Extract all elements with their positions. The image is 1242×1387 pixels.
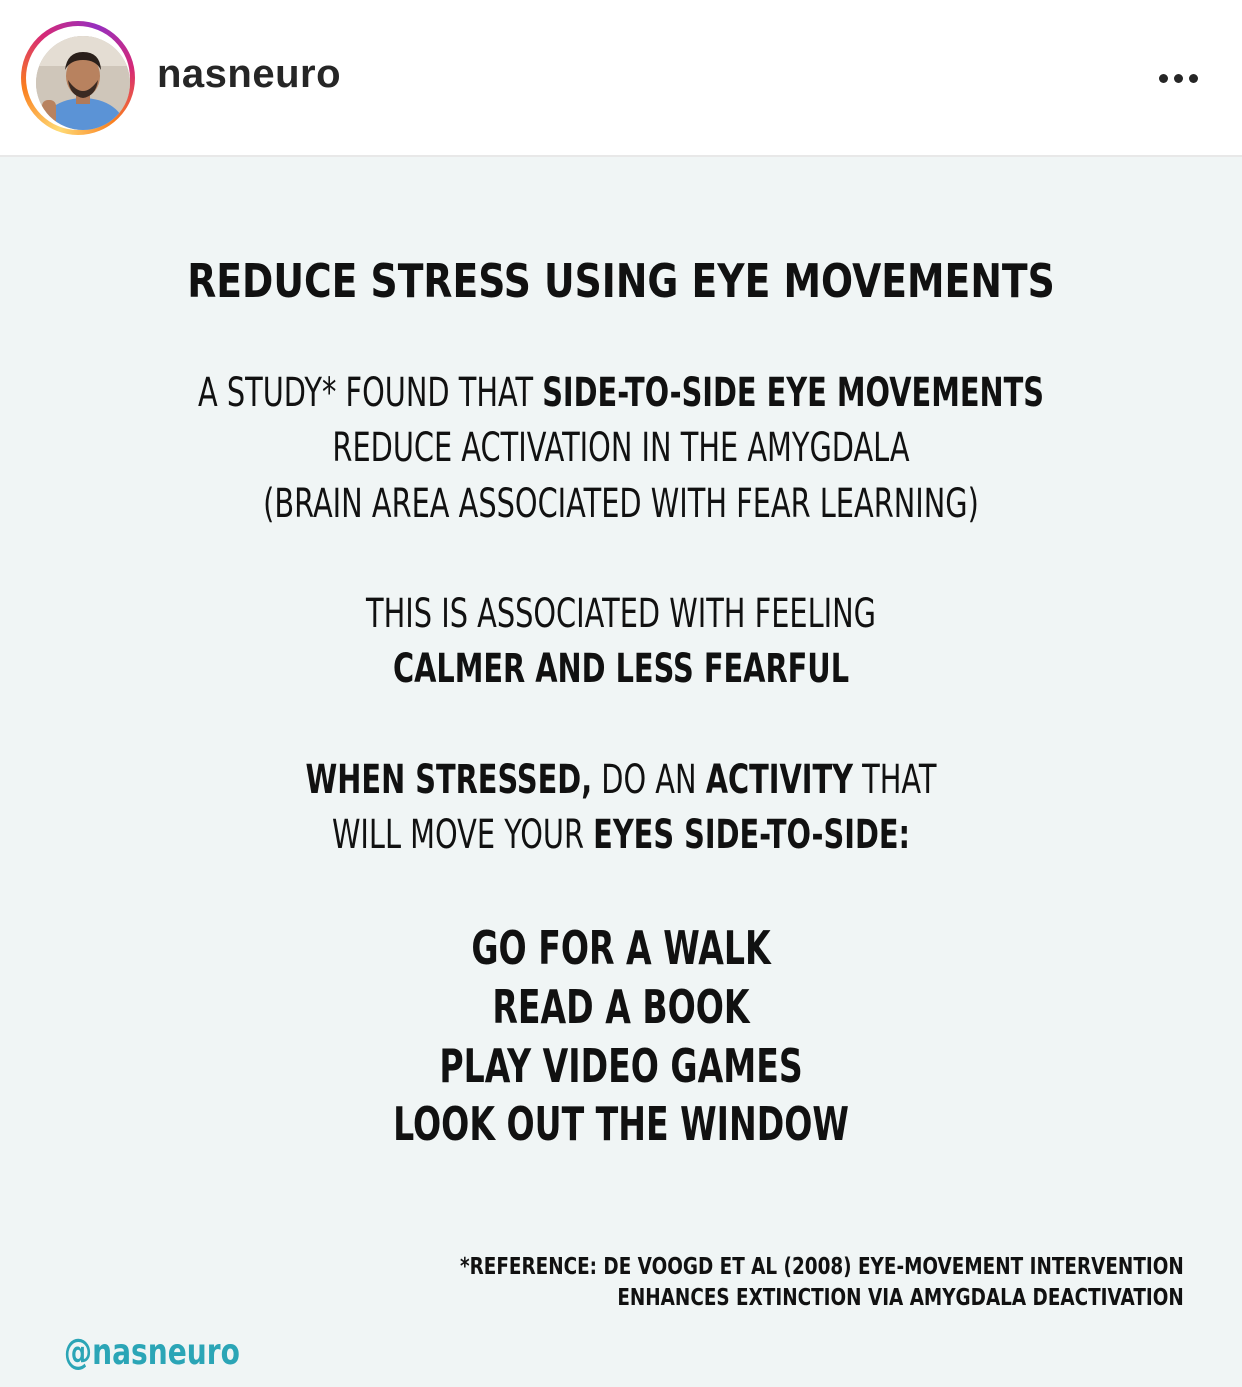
advice-line-2: WILL MOVE YOUR EYES SIDE-TO-SIDE:: [331, 812, 911, 858]
activity-item: LOOK OUT THE WINDOW: [393, 1097, 849, 1151]
study-line-2: REDUCE ACTIVATION IN THE AMYGDALA: [332, 425, 910, 471]
post-image[interactable]: [0, 157, 1242, 1387]
reference-note: *REFERENCE: DE VOOGD ET AL (2008) EYE-MOVEMENT INTERVENTION ENHANCES EXTINCTION VIA AMYGDALA DEACTIVATION: [460, 1254, 1184, 1311]
activity-item: PLAY VIDEO GAMES: [439, 1039, 803, 1093]
study-line-1: A STUDY* FOUND THAT SIDE-TO-SIDE EYE MOVEMENTS: [197, 370, 1045, 416]
study-line-3: (BRAIN AREA ASSOCIATED WITH FEAR LEARNING): [263, 481, 979, 527]
activity-item: READ A BOOK: [492, 980, 750, 1034]
avatar[interactable]: [36, 36, 130, 130]
profile-photo-icon: [36, 36, 130, 130]
more-options-button[interactable]: [1148, 58, 1208, 98]
more-horizontal-icon: [1159, 74, 1168, 83]
story-ring[interactable]: [21, 21, 135, 135]
activity-item: GO FOR A WALK: [471, 921, 771, 975]
author-handle: @nasneuro: [64, 1332, 240, 1373]
username[interactable]: nasneuro: [157, 52, 342, 96]
advice-line-1: WHEN STRESSED, DO AN ACTIVITY THAT: [305, 757, 937, 803]
post-title: REDUCE STRESS USING EYE MOVEMENTS: [187, 254, 1055, 308]
effect-line-2: CALMER AND LESS FEARFUL: [392, 646, 850, 692]
effect-line-1: THIS IS ASSOCIATED WITH FEELING: [366, 591, 876, 637]
post-header: [0, 0, 1242, 157]
